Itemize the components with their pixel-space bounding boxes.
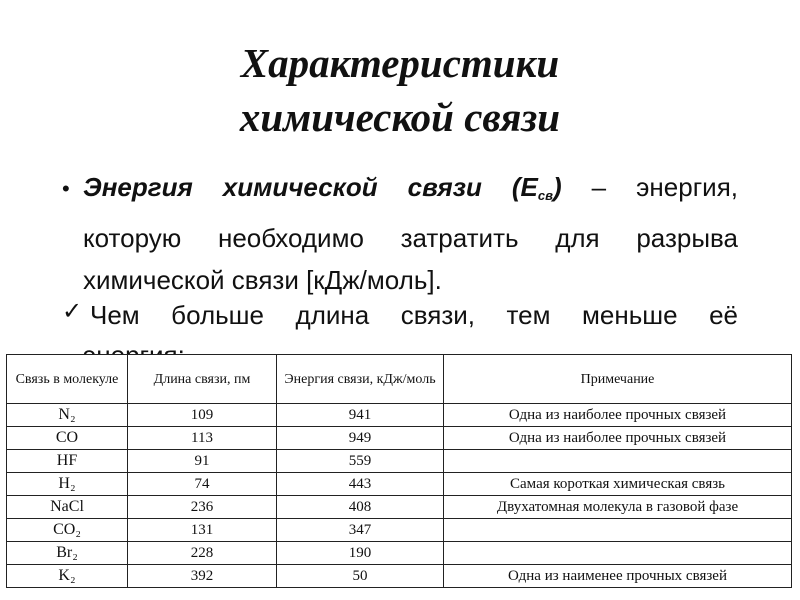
cell-energy: 559 bbox=[277, 450, 444, 473]
table-row bbox=[7, 473, 792, 496]
energy-definition bbox=[83, 166, 738, 301]
definition-line-2: которую необходимо затратить для разрыва bbox=[83, 223, 738, 253]
header-note: Примечание bbox=[444, 355, 792, 404]
cell-length: 228 bbox=[128, 542, 277, 565]
cell-length: 131 bbox=[128, 519, 277, 542]
cell-energy: 949 bbox=[277, 427, 444, 450]
cell-energy: 408 bbox=[277, 496, 444, 519]
table-row bbox=[7, 404, 792, 427]
cell-energy: 50 bbox=[277, 565, 444, 588]
cell-molecule: Br₂ bbox=[7, 542, 128, 565]
bond-table bbox=[6, 354, 792, 586]
definition-dash: – энергия, bbox=[561, 172, 739, 202]
rule-line-1: Чем больше длина связи, тем меньше её bbox=[90, 300, 738, 330]
cell-molecule: H₂ bbox=[7, 473, 128, 496]
cell-energy: 941 bbox=[277, 404, 444, 427]
bond-characteristics-table bbox=[6, 354, 792, 588]
table-row bbox=[7, 519, 792, 542]
cell-molecule: HF bbox=[7, 450, 128, 473]
table-row bbox=[7, 496, 792, 519]
rule-line-2-partial bbox=[83, 340, 185, 354]
cell-molecule: K₂ bbox=[7, 565, 128, 588]
table-row bbox=[7, 542, 792, 565]
cell-molecule: CO₂ bbox=[7, 519, 128, 542]
cell-note: Самая короткая химическая связь bbox=[444, 473, 792, 496]
definition-term: Энергия химической связи $(E_{св})$ bbox=[83, 172, 562, 203]
cell-note: Одна из наименее прочных связей bbox=[444, 565, 792, 588]
bullet-marker: • bbox=[62, 176, 70, 201]
table-row bbox=[7, 427, 792, 450]
title-line-1: Характеристики bbox=[240, 40, 560, 86]
cell-length: 74 bbox=[128, 473, 277, 496]
cell-molecule: NaCl bbox=[7, 496, 128, 519]
cell-note: Двухатомная молекула в газовой фазе bbox=[444, 496, 792, 519]
cell-energy: 190 bbox=[277, 542, 444, 565]
cell-length: 91 bbox=[128, 450, 277, 473]
cell-length: 113 bbox=[128, 427, 277, 450]
cell-note: Одна из наиболее прочных связей bbox=[444, 404, 792, 427]
table-header-row bbox=[7, 355, 792, 404]
cell-note bbox=[444, 542, 792, 565]
table-row bbox=[7, 450, 792, 473]
definition-line-3: химической связи [кДж/моль]. bbox=[83, 265, 442, 295]
title-line-2: химической связи bbox=[239, 94, 561, 140]
cell-molecule: CO bbox=[7, 427, 128, 450]
cell-note bbox=[444, 450, 792, 473]
cell-length: 109 bbox=[128, 404, 277, 427]
cell-note bbox=[444, 519, 792, 542]
cell-energy: 443 bbox=[277, 473, 444, 496]
cell-length: 392 bbox=[128, 565, 277, 588]
term-subscript: св bbox=[537, 188, 553, 203]
header-length: Длина связи, пм bbox=[128, 355, 277, 404]
cell-energy: 347 bbox=[277, 519, 444, 542]
cell-length: 236 bbox=[128, 496, 277, 519]
check-icon: ✓ bbox=[62, 297, 83, 325]
table-row bbox=[7, 565, 792, 588]
slide-title bbox=[0, 36, 800, 144]
definition-line-1 bbox=[83, 166, 738, 217]
length-energy-rule bbox=[90, 294, 738, 336]
cell-note: Одна из наиболее прочных связей bbox=[444, 427, 792, 450]
header-energy: Энергия связи, кДж/моль bbox=[277, 355, 444, 404]
header-molecule: Связь в молекуле bbox=[7, 355, 128, 404]
cell-molecule: N₂ bbox=[7, 404, 128, 427]
